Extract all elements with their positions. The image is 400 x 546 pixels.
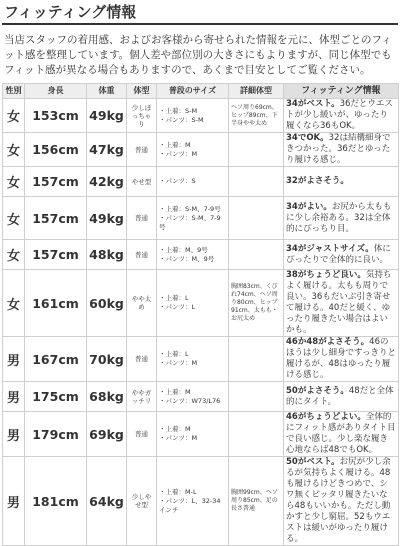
cell-height: 157cm <box>25 240 87 270</box>
header-fit: フィッティング情報 <box>284 84 399 99</box>
cell-body: 少しぽっちゃり <box>127 99 157 133</box>
cell-body: 普通 <box>127 240 157 270</box>
cell-detail <box>229 197 284 240</box>
table-row <box>3 133 399 167</box>
fit-note: 48だと全体的にタイト。 <box>286 385 394 407</box>
cell-height: 157cm <box>25 197 87 240</box>
fit-note: 36だとウエストが少し緩いが、ゆったり履くなら36もOK。 <box>286 99 393 131</box>
cell-body: やせ型 <box>127 167 157 197</box>
cell-fit <box>284 99 399 133</box>
cell-height: 156cm <box>25 133 87 167</box>
fit-highlight: 34がベスト。 <box>286 99 340 109</box>
cell-weight: 48kg <box>87 240 127 270</box>
cell-sex: 男 <box>3 412 25 457</box>
fit-highlight: 34がよい。 <box>286 201 332 212</box>
fit-note: お尻から太ももに少し余裕ある。32は全体的にぴっちり目。 <box>286 201 392 234</box>
cell-fit <box>284 457 399 546</box>
cell-height: 175cm <box>25 382 87 412</box>
cell-fit <box>284 412 399 457</box>
cell-detail <box>229 167 284 197</box>
cell-weight: 42kg <box>87 167 127 197</box>
header-size: 普段のサイズ <box>157 84 229 99</box>
cell-size: ・上着：M-L ・パンツ：L、32-34インチ <box>157 457 229 546</box>
cell-height: 157cm <box>25 167 87 197</box>
header-detail: 詳細体型 <box>229 84 284 99</box>
cell-fit <box>284 133 399 167</box>
table-row <box>3 99 399 133</box>
fit-highlight: 50がよさそう。 <box>286 385 349 396</box>
cell-weight: 47kg <box>87 133 127 167</box>
cell-body: 普通 <box>127 337 157 382</box>
cell-height: 179cm <box>25 412 87 457</box>
fit-note: 気持ちよく履ける。太もも周りで良い。36もだいぶ引き寄せて履ける。40だと緩く、ゆったり履きたい場合はよいかも。 <box>286 270 392 335</box>
header-body: 体型 <box>127 84 157 99</box>
fit-highlight: 46がちょうどよい。 <box>286 412 366 422</box>
cell-detail: 胸囲83cm、くびれ74cm、ヘソ周り80cm、ヒップ91cm、太もも・お尻太め <box>229 270 284 337</box>
table-row <box>3 412 399 457</box>
cell-height: 181cm <box>25 457 87 546</box>
header-sex: 性別 <box>3 84 25 99</box>
cell-body: ややガッチリ <box>127 382 157 412</box>
header-height: 身長 <box>25 84 87 99</box>
fit-highlight: 46か48がよさそう。 <box>286 337 370 347</box>
fit-note: 全体的にフィット感がありタイト目で良い感じ。少し楽な履き心地ならば48でもOK。 <box>286 412 396 455</box>
cell-size: ・上着：M ・パンツ：M <box>157 133 229 167</box>
cell-weight: 49kg <box>87 197 127 240</box>
cell-detail <box>229 382 284 412</box>
page-title: フィッティング情報 <box>2 2 398 25</box>
cell-size: ・上着：S-M ・パンツ：S-M <box>157 99 229 133</box>
table-row <box>3 270 399 337</box>
cell-weight: 64kg <box>87 457 127 546</box>
fit-highlight: 34でOK。 <box>286 133 329 143</box>
cell-height: 161cm <box>25 270 87 337</box>
fit-highlight: 50がベスト。 <box>286 457 340 467</box>
fit-note: 体にぴったりで全体的に良い。 <box>286 243 391 265</box>
cell-fit <box>284 167 399 197</box>
cell-sex: 女 <box>3 99 25 133</box>
cell-body: 普通 <box>127 197 157 240</box>
cell-detail <box>229 412 284 457</box>
table-row <box>3 457 399 546</box>
fit-highlight: 34がジャストサイズ。 <box>286 243 374 254</box>
cell-detail: ヘソ周り69cm、ヒップ89cm、下半身やや太め <box>229 99 284 133</box>
header-weight: 体重 <box>87 84 127 99</box>
table-row <box>3 197 399 240</box>
intro-text: 当店スタッフの着用感、およびお客様から寄せられた情報を元に、体型ごとのフィット感を整理しています。個人差や部位別の大きさにもよりますが、同じ体型でもフィット感が異なる場合もありますので、あくまで目安としてご覧ください。 <box>4 34 392 76</box>
cell-size: ・パンツ：S <box>157 167 229 197</box>
cell-size: ・上着：S-M、7-9号 ・パンツ：S-M、7-9号 <box>157 197 229 240</box>
cell-size: ・上着：M、9号 ・パンツ：M、9号 <box>157 240 229 270</box>
cell-height: 167cm <box>25 337 87 382</box>
cell-sex: 女 <box>3 270 25 337</box>
cell-weight: 60kg <box>87 270 127 337</box>
cell-fit <box>284 240 399 270</box>
cell-fit <box>284 337 399 382</box>
fit-highlight: 32がよさそう。 <box>286 176 349 186</box>
cell-size: ・上着：L ・パンツ：M <box>157 337 229 382</box>
cell-sex: 女 <box>3 197 25 240</box>
table-row <box>3 382 399 412</box>
table-header-row <box>3 84 399 99</box>
cell-sex: 男 <box>3 457 25 546</box>
cell-detail <box>229 240 284 270</box>
cell-size: ・上着：L ・パンツ：L <box>157 270 229 337</box>
fit-note: お尻が少し余るが気持ちよく履ける。48も履けるけどきつめで、シワ無くピッタリ履きたいなら48もいいかも。ただし動かすと少し窮屈。52もウエストは緩いがゆったり履ける。 <box>286 457 391 544</box>
cell-detail <box>229 133 284 167</box>
cell-sex: 男 <box>3 382 25 412</box>
cell-size: ・上着：M ・パンツ：M <box>157 412 229 457</box>
fit-note: 46のほうは少し細身ですっきりと履けるが、48はゆったり履ける感じ。 <box>286 337 396 380</box>
cell-fit <box>284 382 399 412</box>
cell-fit <box>284 270 399 337</box>
cell-detail <box>229 337 284 382</box>
table-row <box>3 240 399 270</box>
table-row <box>3 337 399 382</box>
cell-sex: 男 <box>3 337 25 382</box>
cell-weight: 49kg <box>87 99 127 133</box>
cell-size: ・上着：M ・パンツ：W73/L76 <box>157 382 229 412</box>
cell-fit <box>284 197 399 240</box>
table-body <box>3 99 399 546</box>
cell-sex: 女 <box>3 240 25 270</box>
fitting-table <box>2 83 399 546</box>
cell-sex: 女 <box>3 167 25 197</box>
cell-weight: 68kg <box>87 382 127 412</box>
fit-highlight: 38がちょうど良い。 <box>286 270 366 280</box>
cell-sex: 女 <box>3 133 25 167</box>
fit-note: 32は結構細身できつかった。36だとゆったり履ける感じ。 <box>286 133 391 165</box>
cell-body: 普通 <box>127 133 157 167</box>
cell-weight: 69kg <box>87 412 127 457</box>
cell-detail: 胸囲99cm、ヘソ周り85cm、足の長さ普通 <box>229 457 284 546</box>
cell-weight: 70kg <box>87 337 127 382</box>
cell-height: 153cm <box>25 99 87 133</box>
cell-body: 少しやせ型 <box>127 457 157 546</box>
table-row <box>3 167 399 197</box>
cell-body: やや太め <box>127 270 157 337</box>
cell-body: 普通 <box>127 412 157 457</box>
